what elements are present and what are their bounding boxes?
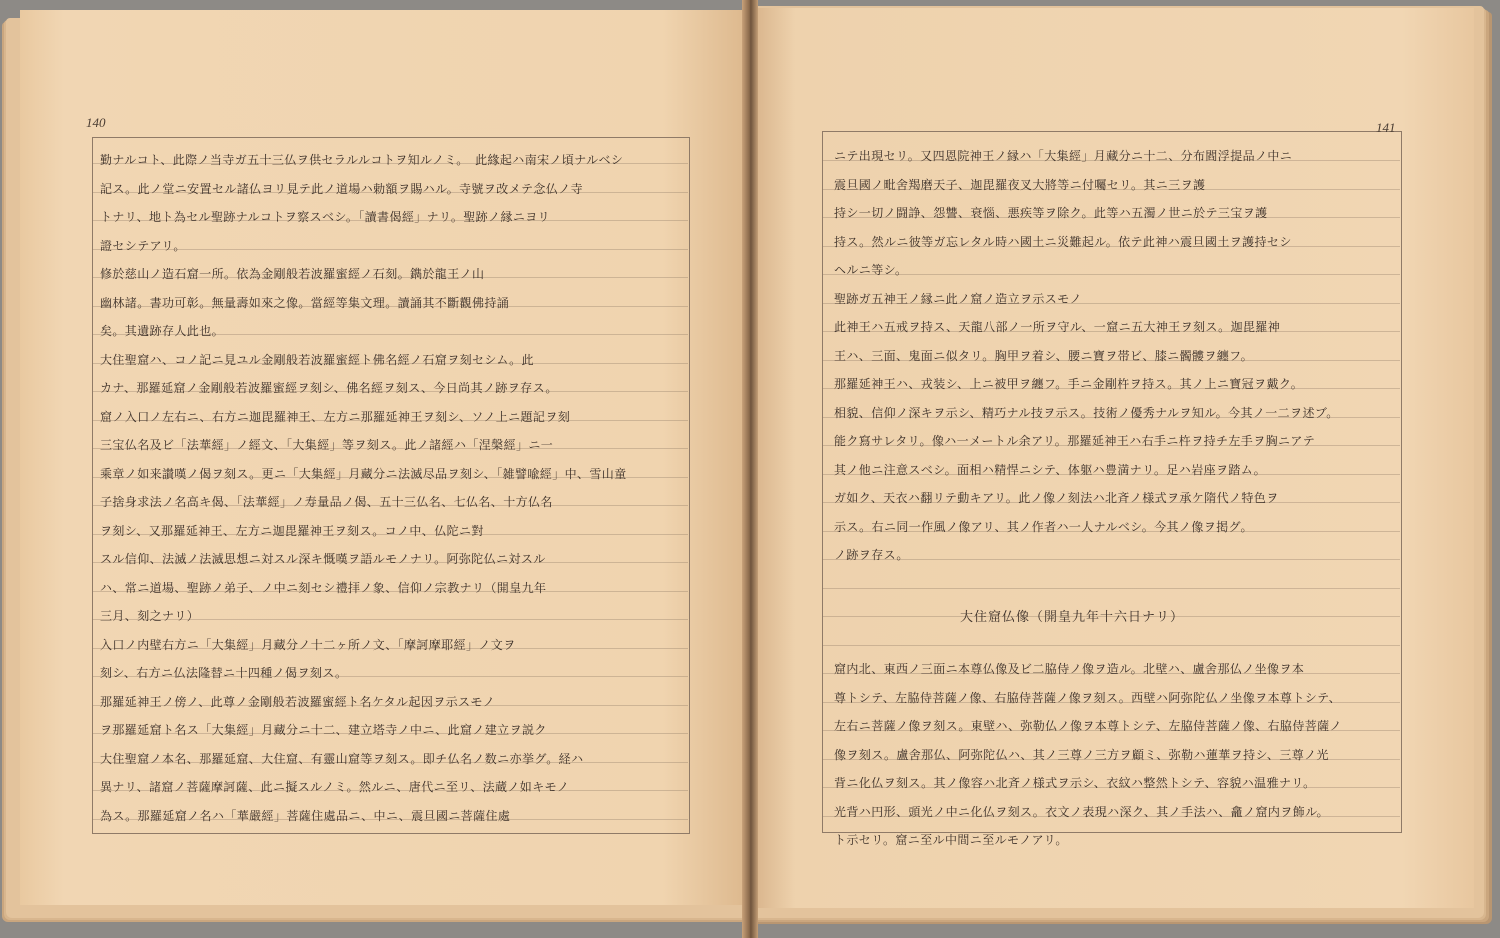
text-line: 像ヲ刻ス。盧舍那仏、阿弥陀仏ハ、其ノ三尊ノ三方ヲ顧ミ、弥勒ハ蓮華ヲ持シ、三尊ノ光 (834, 747, 1329, 762)
text-line: 勤ナルコト、此際ノ当寺ガ五十三仏ヲ供セラルルコトヲ知ルノミ。 此緣起ハ南宋ノ頃ナルベシ (100, 153, 624, 167)
text-line: 那羅延神王ノ傍ノ、此尊ノ金剛般若波羅蜜經ト名ケタル起因ヲ示スモノ (100, 694, 496, 709)
text-line: 子捨身求法ノ名高キ偈、「法華經」ノ寿量品ノ偈、五十三仏名、七仏名、十方仏名 (100, 495, 553, 509)
text-line: スル信仰、法滅ノ法滅思想ニ対スル深キ慨嘆ヲ語ルモノナリ。阿弥陀仏ニ対スル (100, 552, 546, 566)
text-line: 入口ノ内壁右方ニ「大集經」月藏分ノ十二ヶ所ノ文、「摩訶摩耶經」ノ文ヲ (100, 637, 516, 652)
text-line: 三月、刻之ナリ） (100, 609, 200, 623)
text-line: トナリ、地ト為セル聖跡ナルコトヲ察スベシ。「讀書偈經」ナリ。聖跡ノ縁ニヨリ (100, 210, 551, 224)
text-line: 證セシテアリ。 (100, 238, 186, 253)
text-line: 持ス。然ルニ彼等ガ忘レタル時ハ國土ニ災難起ル。依テ此神ハ震旦國土ヲ護持セシ (834, 234, 1292, 249)
text-line: 其ノ他ニ注意スベシ。面相ハ精悍ニシテ、体躯ハ豊満ナリ。足ハ岩座ヲ踏ム。 (834, 462, 1266, 477)
section-title: 大住窟仏像（開皇九年十六日ナリ） (960, 610, 1185, 625)
text-line: ノ跡ヲ存ス。 (834, 548, 909, 562)
text-line: 窟ノ入口ノ左右ニ、右方ニ迦毘羅神王、左方ニ那羅延神王ヲ刻シ、ソノ上ニ題記ヲ刻 (100, 409, 571, 424)
text-line: 乘章ノ如来讃嘆ノ偈ヲ刻ス。更ニ「大集經」月藏分ニ法滅尽品ヲ刻シ、「雑譬喩經」中、雪山童 (100, 466, 627, 481)
book-spine (742, 0, 758, 938)
text-line: カナ、那羅延窟ノ金剛般若波羅蜜經ヲ刻シ、佛名經ヲ刻ス、今日尚其ノ跡ヲ存ス。 (100, 381, 558, 395)
text-line: 修於慈山ノ造石窟一所。依為金剛般若波羅蜜經ノ石刻。鐫於龍王ノ山 (100, 267, 485, 281)
text-line: 三宝仏名及ビ「法華經」ノ經文、「大集經」等ヲ刻ス。此ノ諸經ハ「涅槃經」ニ一 (100, 438, 554, 452)
text-line: 相貌、信仰ノ深キヲ示シ、精巧ナル技ヲ示ス。技術ノ優秀ナルヲ知ル。今其ノ一二ヲ述ブ。 (834, 405, 1339, 420)
text-line: 為ス。那羅延窟ノ名ハ「華嚴經」菩薩住處品ニ、中ニ、震旦國ニ菩薩住處 (100, 808, 511, 823)
text-line: 那羅延神王ハ、戎装シ、上ニ被甲ヲ纏フ。手ニ金剛杵ヲ持ス。其ノ上ニ寶冠ヲ戴ク。 (834, 377, 1304, 391)
text-line: 矣。其遺跡存人此也。 (100, 324, 225, 338)
text-line: ハ、常ニ道場、聖跡ノ弟子、ノ中ニ刻セシ禮拝ノ象、信仰ノ宗教ナリ（開皇九年 (100, 580, 547, 595)
text-line: 震旦國ノ毗舍羯磨天子、迦毘羅夜叉大將等ニ付囑セリ。其ニ三ヲ護 (834, 177, 1206, 192)
text-line: 異ナリ、諸窟ノ菩薩摩訶薩、此ニ擬スルノミ。然ルニ、唐代ニ至リ、法蔵ノ如キモノ (100, 780, 570, 794)
text-line: ヲ刻シ、又那羅延神王、左方ニ迦毘羅神王ヲ刻ス。コノ中、仏陀ニ對 (100, 523, 484, 538)
text-line: 幽林諸。書功可彰。無量壽如來之像。當經等集文理。讀誦其不斷觀佛持誦 (100, 295, 510, 310)
text-line: 窟内北、東西ノ三面ニ本尊仏像及ビ二脇侍ノ像ヲ造ル。北壁ハ、盧舍那仏ノ坐像ヲ本 (834, 662, 1305, 676)
right-page-number: 141 (1376, 120, 1396, 135)
text-line (834, 570, 1402, 599)
text-line: 王ハ、三面、鬼面ニ似タリ。胸甲ヲ着シ、腰ニ寶ヲ帯ビ、膝ニ髑髏ヲ纏フ。 (834, 348, 1253, 363)
right-handwritten-text (834, 142, 1402, 855)
text-line: ニテ出現セリ。又四恩院神王ノ縁ハ「大集經」月藏分ニ十二、分布閻浮提品ノ中ニ (834, 149, 1293, 163)
left-page-number: 140 (86, 115, 106, 130)
text-line (834, 627, 1402, 656)
text-line: ガ如ク、天衣ハ翻リテ動キアリ。此ノ像ノ刻法ハ北斉ノ様式ヲ承ケ隋代ノ特色ヲ (834, 491, 1279, 505)
text-line: 能ク寫サレタリ。像ハ一メートル余アリ。那羅延神王ハ右手ニ杵ヲ持チ左手ヲ胸ニアテ (834, 434, 1316, 448)
text-line: 記ス。此ノ堂ニ安置セル諸仏ヨリ見テ此ノ道場ハ勅額ヲ賜ハル。寺號ヲ改メテ念仏ノ寺 (100, 181, 584, 196)
text-line: 尊トシテ、左脇侍菩薩ノ像、右脇侍菩薩ノ像ヲ刻ス。西壁ハ阿弥陀仏ノ坐像ヲ本尊トシテ、 (834, 690, 1342, 705)
text-line: ヘルニ等シ。 (834, 263, 908, 277)
left-handwritten-text (100, 146, 685, 830)
text-line: 大住聖窟ノ本名、那羅延窟、大住窟、有靈山窟等ヲ刻ス。即チ仏名ノ数ニ亦挙グ。経ハ (100, 751, 584, 766)
text-line: 刻シ、右方ニ仏法隆替ニ十四種ノ偈ヲ刻ス。 (100, 666, 348, 680)
text-line: 左右ニ菩薩ノ像ヲ刻ス。東壁ハ、弥勒仏ノ像ヲ本尊トシテ、左脇侍菩薩ノ像、右脇侍菩薩ノ (834, 719, 1342, 733)
text-line: 持シ一切ノ闘諍、怨讐、衰惱、悪疾等ヲ除ク。此等ハ五濁ノ世ニ於テ三宝ヲ護 (834, 206, 1268, 220)
text-line: 此神王ハ五戒ヲ持ス、天龍八部ノ一所ヲ守ル、一窟ニ五大神王ヲ刻ス。迦毘羅神 (834, 320, 1281, 334)
text-line: 大住聖窟ハ、コノ記ニ見ユル金剛般若波羅蜜經ト佛名經ノ石窟ヲ刻セシム。此 (100, 352, 534, 367)
text-line: ヲ那羅延窟ト名ス「大集經」月藏分ニ十二、建立塔寺ノ中ニ、此窟ノ建立ヲ説ク (100, 723, 547, 737)
text-line: ト示セリ。窟ニ至ル中間ニ至ルモノアリ。 (834, 833, 1068, 847)
text-line: 背ニ化仏ヲ刻ス。其ノ像容ハ北斉ノ様式ヲ示シ、衣紋ハ整然トシテ、容貌ハ温雅ナリ。 (834, 776, 1316, 790)
text-line: 光背ハ円形、頭光ノ中ニ化仏ヲ刻ス。衣文ノ表現ハ深ク、其ノ手法ハ、龕ノ窟内ヲ飾ル。 (834, 804, 1329, 819)
text-line: 示ス。右ニ同一作風ノ像アリ、其ノ作者ハ一人ナルベシ。今其ノ像ヲ掲グ。 (834, 519, 1253, 534)
text-line: 聖跡ガ五神王ノ縁ニ此ノ窟ノ造立ヲ示スモノ (834, 291, 1082, 306)
